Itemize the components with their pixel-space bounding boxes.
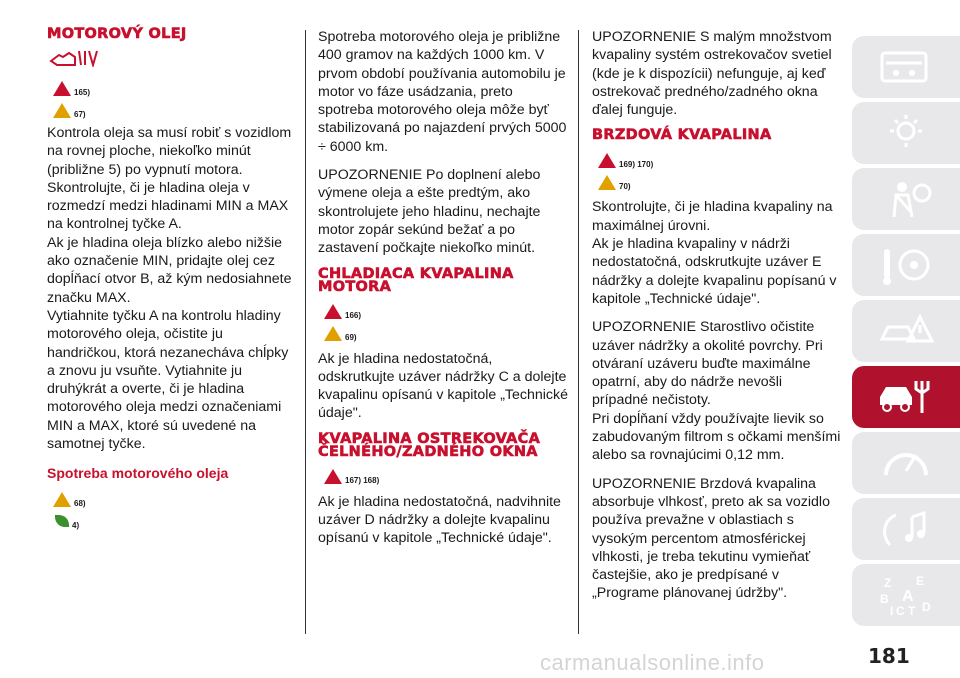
watermark: carmanualsonline.info [540,650,765,675]
warning-triangle-icon [324,304,342,319]
environment-ref: 4) [72,520,80,530]
warning-line [598,150,842,170]
tab-emergency[interactable] [852,300,960,362]
column-1 [47,28,295,533]
warning-triangle-icon [598,153,616,168]
column-3 [592,28,842,613]
caution-ref: 68) [74,498,86,508]
tab-starting[interactable] [852,234,960,296]
caution-triangle-icon [598,175,616,190]
multimedia-icon [876,507,936,551]
caution-triangle-icon [53,492,71,507]
paragraph: Skontrolujte, či je hladina kvapaliny na maximálnej úrovni. Ak je hladina kvapaliny v nádrži nedostatočná, odskrutkujte uzáver E nádržky a dolejte kvapalinu popísanú v kapitole „Technické údaje". [592,199,837,307]
page-number: 181 [868,644,910,668]
svg-text:A: A [902,588,914,605]
warning-line [53,78,295,98]
oil-can-icon [49,49,295,70]
seatbelt-airbag-icon [876,177,936,221]
car-maintenance-icon [876,375,936,419]
tab-safety[interactable] [852,168,960,230]
svg-text:B: B [880,592,889,606]
tab-lights[interactable] [852,102,960,164]
key-steering-icon [876,243,936,287]
tab-dashboard[interactable] [852,36,960,98]
caution-line [324,324,568,344]
environment-line [53,511,295,531]
index-letters-icon [876,573,936,617]
caution-triangle-icon [53,103,71,118]
paragraph: Ak je hladina oleja blízko alebo nižšie ako označenie MIN, pridajte olej cez dopĺňací otvor B, až kým nedosiahnete značku MAX. [47,234,292,306]
tab-technical-data[interactable] [852,432,960,494]
subheading-oil-consumption: Spotreba motorového oleja [47,465,229,482]
tab-index[interactable] [852,564,960,626]
paragraph: Spotreba motorového oleja je približne 400 gramov na každých 1000 km. V prvom období používania automobilu je motor vo fáze usádzania, preto spotreba motorového oleja môže byť stabilizovaná po najazdení prvých 5000 ÷ 6000 km. [318,29,567,155]
paragraph: UPOZORNENIE S malým množstvom kvapaliny systém ostrekovačov svetiel (kde je k dispozícii) nefunguje, aj keď ostrekovač predného/zadného okna ďalej funguje. [592,29,832,119]
column-divider [578,30,579,634]
caution-ref: 69) [345,333,357,343]
svg-text:T: T [908,604,916,617]
heading-motor-oil: MOTOROVÝ OLEJ [47,26,187,42]
warning-car-icon [876,309,936,353]
warning-ref: 167) 168) [345,476,380,486]
car-dashboard-icon [876,45,936,89]
svg-text:C: C [896,604,905,617]
caution-line [598,172,842,192]
warning-ref: 166) [345,311,362,321]
lights-icon [876,111,936,155]
warning-triangle-icon [53,81,71,96]
warning-ref: 165) [74,87,91,97]
paragraph: UPOZORNENIE Po doplnení alebo výmene oleja a ešte predtým, ako skontrolujete jeho hladinu, nechajte motor zopár sekúnd bežať a po zastavení počkajte niekoľko minút. [318,167,541,257]
paragraph: UPOZORNENIE Brzdová kvapalina absorbuje vlhkosť, preto ak sa vozidlo používa prevažne v oblastiach s vysokým percentom atmosférickej vlhkosti, je treba tekutinu vymieňať častejšie, ako je predpísané v „Programe plánovanej údržby". [592,475,830,602]
gauge-icon [876,441,936,485]
warning-triangle-icon [324,469,342,484]
svg-text:D: D [922,600,931,614]
environment-leaf-icon [55,515,69,527]
paragraph: Kontrola oleja sa musí robiť s vozidlom na rovnej ploche, niekoľko minút (približne 5) po vypnutí motora. Skontrolujte, či je hladina oleja v rozmedzí medzi hladinami MIN a MAX na kontrolnej tyčke A. [47,125,292,233]
paragraph: Vytiahnite tyčku A na kontrolu hladiny motorového oleja, očistite ju handričkou, ktorá nezanecháva chĺpky a znovu ju vsuňte. Vytiahnite ju druhýkrát a overte, či je hladina motorového oleja medzi označeniami MIN a MAX, ktoré sú uvedené na samotnej tyčke. [47,307,289,453]
heading-coolant: CHLADIACA KVAPALINA MOTORA [318,265,514,295]
caution-ref: 67) [74,109,86,119]
caution-line [53,489,295,509]
svg-text:E: E [916,574,925,588]
heading-brake-fluid: BRZDOVÁ KVAPALINA [592,127,772,144]
warning-line [324,302,568,322]
column-2 [318,28,568,558]
tab-multimedia[interactable] [852,498,960,560]
paragraph: Ak je hladina nedostatočná, odskrutkujte uzáver nádržky C a dolejte kvapalinu opísanú v kapitole „Technické údaje". [318,350,569,422]
caution-line [53,100,295,120]
paragraph: Ak je hladina nedostatočná, nadvihnite uzáver D nádržky a dolejte kvapalinu opísanú v kapitole „Technické údaje". [318,493,561,547]
svg-text:I: I [890,604,894,617]
heading-washer-fluid: KVAPALINA OSTREKOVAČA ČELNÉHO/ZADNÉHO OKNA [318,430,541,460]
paragraph: UPOZORNENIE Starostlivo očistite uzáver nádržky a okolité povrchy. Pri otváraní uzáveru buďte maximálne opatrní, aby do nádrže nevošli prípadné nečistoty. Pri dopĺňaní vždy používajte lievik so zabudovaným filtrom s očkami menšími alebo sa rovnajúcimi 0,12 mm. [592,319,841,464]
caution-ref: 70) [619,181,631,191]
warning-line [324,467,568,487]
svg-text:Z: Z [884,576,892,590]
warning-ref: 169) 170) [619,159,654,169]
column-divider [305,30,306,634]
caution-triangle-icon [324,326,342,341]
tab-maintenance[interactable] [852,366,960,428]
